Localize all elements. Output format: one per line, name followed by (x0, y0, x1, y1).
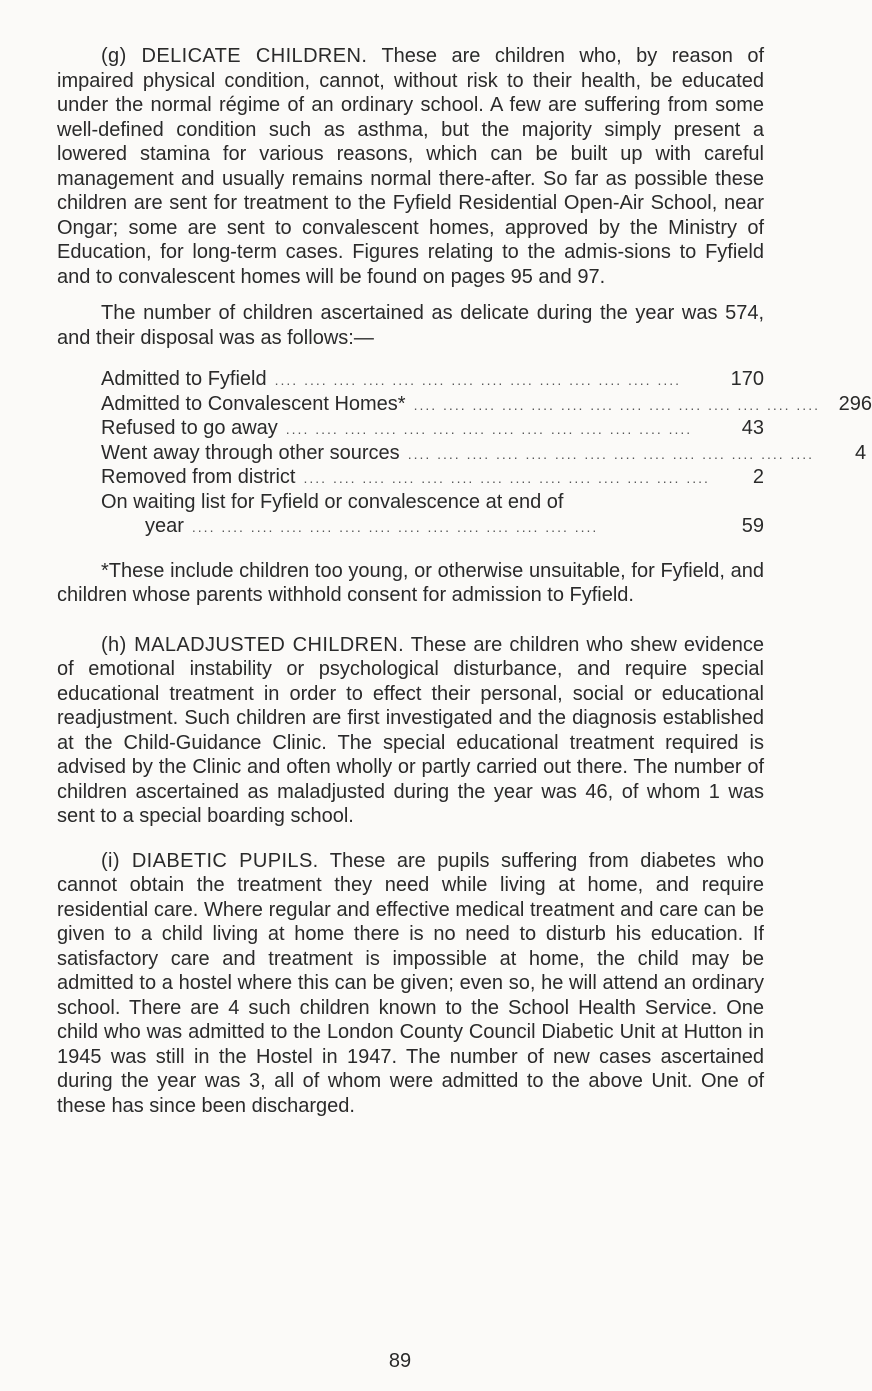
row-label: On waiting list for Fyfield or convalescence at end of (101, 490, 564, 513)
leader-dots: .... .... .... .... .... .... .... .... .... .... .... .... .... .... (303, 470, 710, 486)
table-row (57, 392, 872, 417)
row-value: 2 (752, 466, 764, 488)
disposal-table (57, 367, 872, 539)
delicate-body: These are children who, by reason of impaired physical condition, cannot, without risk to their health, be educated under the normal régime of an ordinary school. A few are suffering from some well-defined condition such as asthma, but the majority simply present a lowered stamina for various reasons, which can be built up with careful management and usually remains normal there-after. So far as possible these children are sent for treatment to the Fyfield Residential Open-Air School, near Ongar; some are sent to convalescent homes, approved by the Ministry of Education, for long-term cases. Figures relating to the admis-sions to Fyfield and to convalescent homes will be found on pages 95 and 97. (57, 45, 765, 288)
row-label: Admitted to Convalescent Homes* (101, 392, 406, 415)
maladjusted-heading: (h) MALADJUSTED CHILDREN. (101, 633, 405, 656)
row-value: 59 (741, 515, 764, 537)
delicate-paragraph (57, 44, 764, 289)
maladjusted-paragraph (57, 633, 764, 829)
leader-dots: .... .... .... .... .... .... .... .... .... .... .... .... .... .... (274, 372, 682, 388)
row-value: 43 (741, 417, 764, 439)
row-label: Removed from district (101, 466, 296, 488)
row-label: Went away through other sources (101, 441, 400, 464)
delicate-count-paragraph: The number of children ascertained as delicate during the year was 574, and their disposal was as follows:— (57, 302, 764, 349)
row-value: 170 (730, 368, 764, 390)
row-value: 296 (838, 392, 872, 415)
table-row (57, 490, 764, 515)
diabetic-heading: (i) DIABETIC PUPILS. (101, 849, 319, 872)
leader-dots: .... .... .... .... .... .... .... .... .... .... .... .... .... .... (407, 445, 815, 462)
table-row (57, 441, 867, 466)
footnote: *These include children too young, or otherwise unsuitable, for Fyfield, and children whose parents withhold consent for admission to Fyfield. (57, 559, 764, 606)
text-column (57, 44, 872, 1118)
page-number: 89 (388, 1350, 412, 1372)
maladjusted-body: These are children who shew evidence of emotional instability or psychological disturbance, and require special educational treatment in order to effect their personal, social or educational readjustment. Such children are first investigated and the diagnosis established at the Child-Guidance Clinic. The special educational treatment required is advised by the Clinic and often wholly or partly carried out there. The number of children ascertained as maladjusted during the year was 46, of whom 1 was sent to a special boarding school. (57, 633, 764, 827)
leader-dots: .... .... .... .... .... .... .... .... .... .... .... .... .... .... (191, 519, 599, 535)
delicate-heading: (g) DELICATE CHILDREN. (101, 45, 368, 67)
table-row (57, 465, 764, 490)
table-row-continuation (57, 514, 764, 539)
leader-dots: .... .... .... .... .... .... .... .... .... .... .... .... .... .... (285, 421, 693, 437)
row-label: Admitted to Fyfield (101, 368, 267, 390)
row-value: 4 (854, 441, 867, 464)
row-label: Refused to go away (101, 417, 278, 439)
diabetic-paragraph (57, 849, 764, 1119)
row-label-continuation: year (145, 515, 184, 537)
table-row (57, 416, 764, 441)
diabetic-body: These are pupils suffering from diabetes who cannot obtain the treatment they need while living at home, and require residential care. Where regular and effective medical treatment and care can be given to a child living at home there is no need to disturb his education. If satisfactory care and treatment is impossible at home, the child may be admitted to a hostel where this can be given; even so, he will attend an ordinary school. There are 4 such children known to the School Health Service. One child who was admitted to the London County Council Diabetic Unit at Hutton in 1945 was still in the Hostel in 1947. The number of new cases ascertained during the year was 3, all of whom were admitted to the above Unit. One of these has since been discharged. (57, 849, 765, 1117)
table-row (57, 367, 764, 392)
leader-dots: .... .... .... .... .... .... .... .... .... .... .... .... .... .... (413, 396, 820, 413)
